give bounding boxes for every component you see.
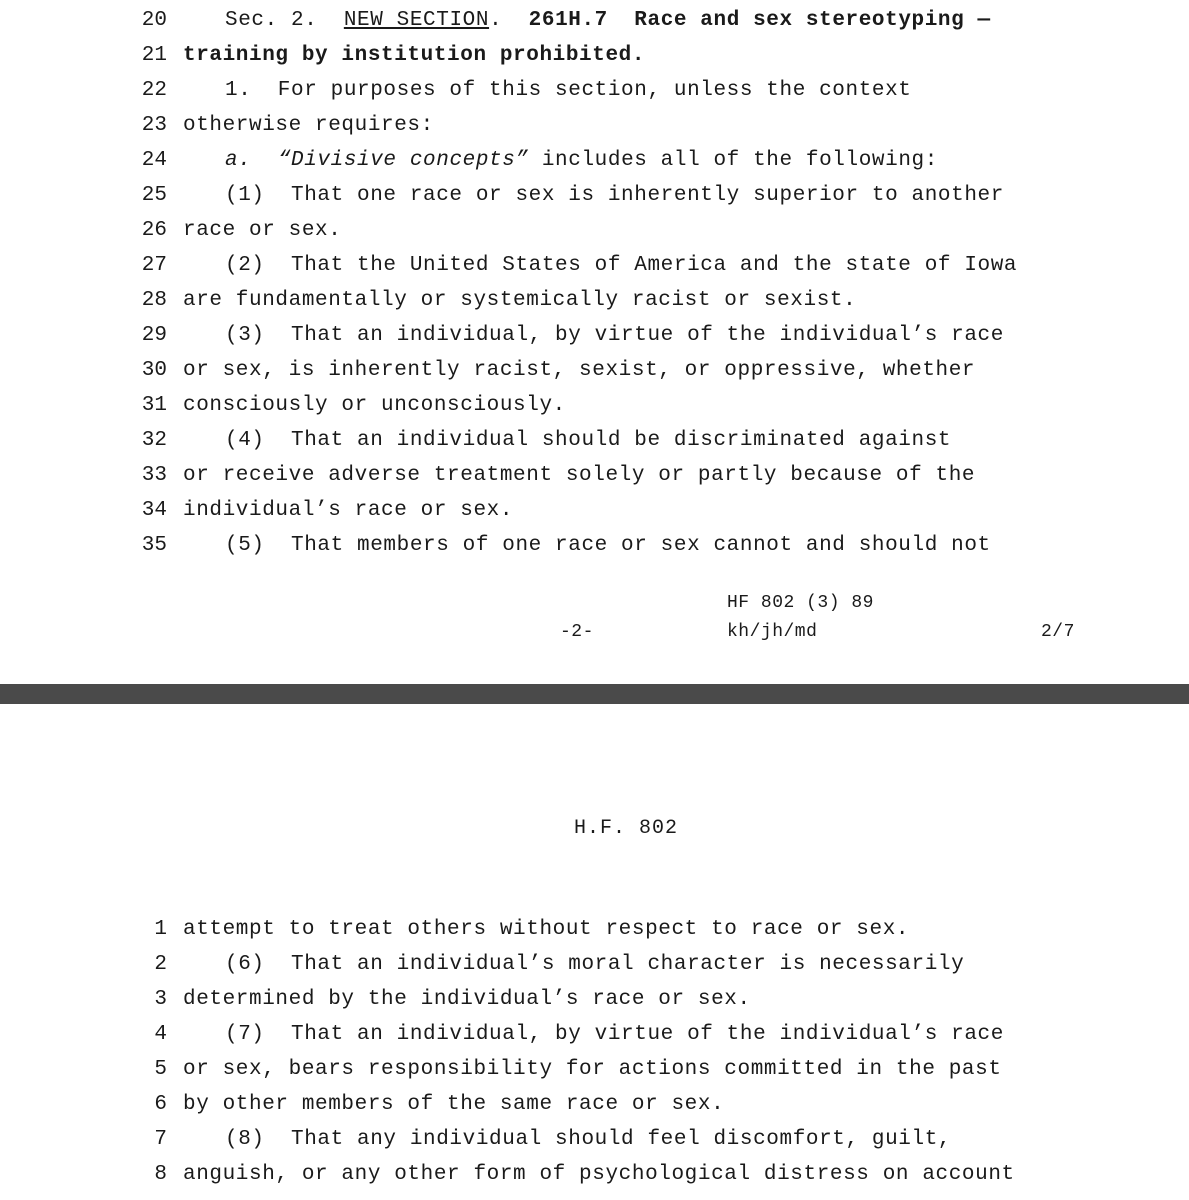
text-line <box>0 73 1189 108</box>
drafter-initials: kh/jh/md <box>727 622 818 642</box>
text-line <box>0 912 1189 947</box>
line-number: 35 <box>141 534 167 557</box>
line-text: determined by the individual’s race or sex. <box>183 988 751 1011</box>
line-number: 24 <box>141 149 167 172</box>
line-text: (3) That an individual, by virtue of the individual’s race <box>225 324 1004 347</box>
line-text: 1. For purposes of this section, unless the context <box>225 79 912 102</box>
line-text: a. “Divisive concepts” includes all of the following: <box>225 149 938 172</box>
page-header: H.F. 802 <box>574 817 679 840</box>
line-text: (5) That members of one race or sex cannot and should not <box>225 534 991 557</box>
text-line <box>0 38 1189 73</box>
text-line <box>0 388 1189 423</box>
line-text: otherwise requires: <box>183 114 434 137</box>
new-section-label: NEW SECTION <box>343 9 490 32</box>
bill-reference: HF 802 (3) 89 <box>727 593 874 613</box>
text-line <box>0 458 1189 493</box>
line-number: 32 <box>141 429 167 452</box>
page-count: 2/7 <box>1041 622 1075 642</box>
text-line <box>0 1157 1189 1192</box>
text-line <box>0 3 1189 38</box>
document-page-3 <box>0 704 1189 1200</box>
line-text: attempt to treat others without respect to race or sex. <box>183 918 910 941</box>
text-line <box>0 248 1189 283</box>
line-number: 27 <box>141 254 167 277</box>
text-line <box>0 947 1189 982</box>
defined-term: “Divisive concepts” <box>277 149 529 172</box>
line-text: or sex, is inherently racist, sexist, or oppressive, whether <box>183 359 976 382</box>
text-line <box>0 1087 1189 1122</box>
section-heading-cont: training by institution prohibited. <box>183 44 646 67</box>
page-separator <box>0 684 1189 704</box>
line-text: (1) That one race or sex is inherently superior to another <box>225 184 1004 207</box>
line-text: consciously or unconsciously. <box>183 394 566 417</box>
line-text: or receive adverse treatment solely or partly because of the <box>183 464 976 487</box>
line-text: race or sex. <box>183 219 342 242</box>
line-text: anguish, or any other form of psychological distress on account <box>183 1163 1015 1186</box>
line-text: individual’s race or sex. <box>183 499 514 522</box>
line-number: 29 <box>141 324 167 347</box>
line-number: 25 <box>141 184 167 207</box>
line-number: 30 <box>141 359 167 382</box>
text-line <box>0 1122 1189 1157</box>
text-line <box>0 108 1189 143</box>
line-number: 31 <box>141 394 167 417</box>
line-number: 34 <box>141 499 167 522</box>
line-number: 8 <box>154 1163 167 1186</box>
line-number: 22 <box>141 79 167 102</box>
line-text: (6) That an individual’s moral character is necessarily <box>225 953 965 976</box>
text-line <box>0 528 1189 563</box>
line-number: 33 <box>141 464 167 487</box>
line-text: (2) That the United States of America and the state of Iowa <box>225 254 1018 277</box>
text-line <box>0 178 1189 213</box>
line-number: 6 <box>154 1093 167 1116</box>
section-heading: 261H.7 Race and sex stereotyping — <box>528 9 991 32</box>
line-text: are fundamentally or systemically racist or sexist. <box>183 289 857 312</box>
line-number: 2 <box>154 953 167 976</box>
text-line <box>0 353 1189 388</box>
text-line <box>0 318 1189 353</box>
page-number: -2- <box>560 622 594 642</box>
text-line <box>0 1052 1189 1087</box>
line-number: 28 <box>141 289 167 312</box>
line-number: 21 <box>141 44 167 67</box>
line-number: 7 <box>154 1128 167 1151</box>
line-text: (4) That an individual should be discriminated against <box>225 429 952 452</box>
line-number: 4 <box>154 1023 167 1046</box>
text-line <box>0 423 1189 458</box>
line-number: 26 <box>141 219 167 242</box>
text-line <box>0 143 1189 178</box>
line-text <box>183 38 645 73</box>
text-line <box>0 982 1189 1017</box>
line-number: 1 <box>154 918 167 941</box>
line-text: (7) That an individual, by virtue of the individual’s race <box>225 1023 1004 1046</box>
text-line <box>0 1017 1189 1052</box>
text-line <box>0 213 1189 248</box>
line-text: (8) That any individual should feel discomfort, guilt, <box>225 1128 952 1151</box>
line-number: 5 <box>154 1058 167 1081</box>
line-number: 20 <box>141 9 167 32</box>
line-number: 3 <box>154 988 167 1011</box>
text-line <box>0 493 1189 528</box>
text-line <box>0 283 1189 318</box>
line-text: or sex, bears responsibility for actions committed in the past <box>183 1058 1002 1081</box>
line-text: Sec. 2. NEW SECTION. 261H.7 Race and sex stereotyping — <box>225 9 991 32</box>
line-text: by other members of the same race or sex. <box>183 1093 725 1116</box>
line-number: 23 <box>141 114 167 137</box>
